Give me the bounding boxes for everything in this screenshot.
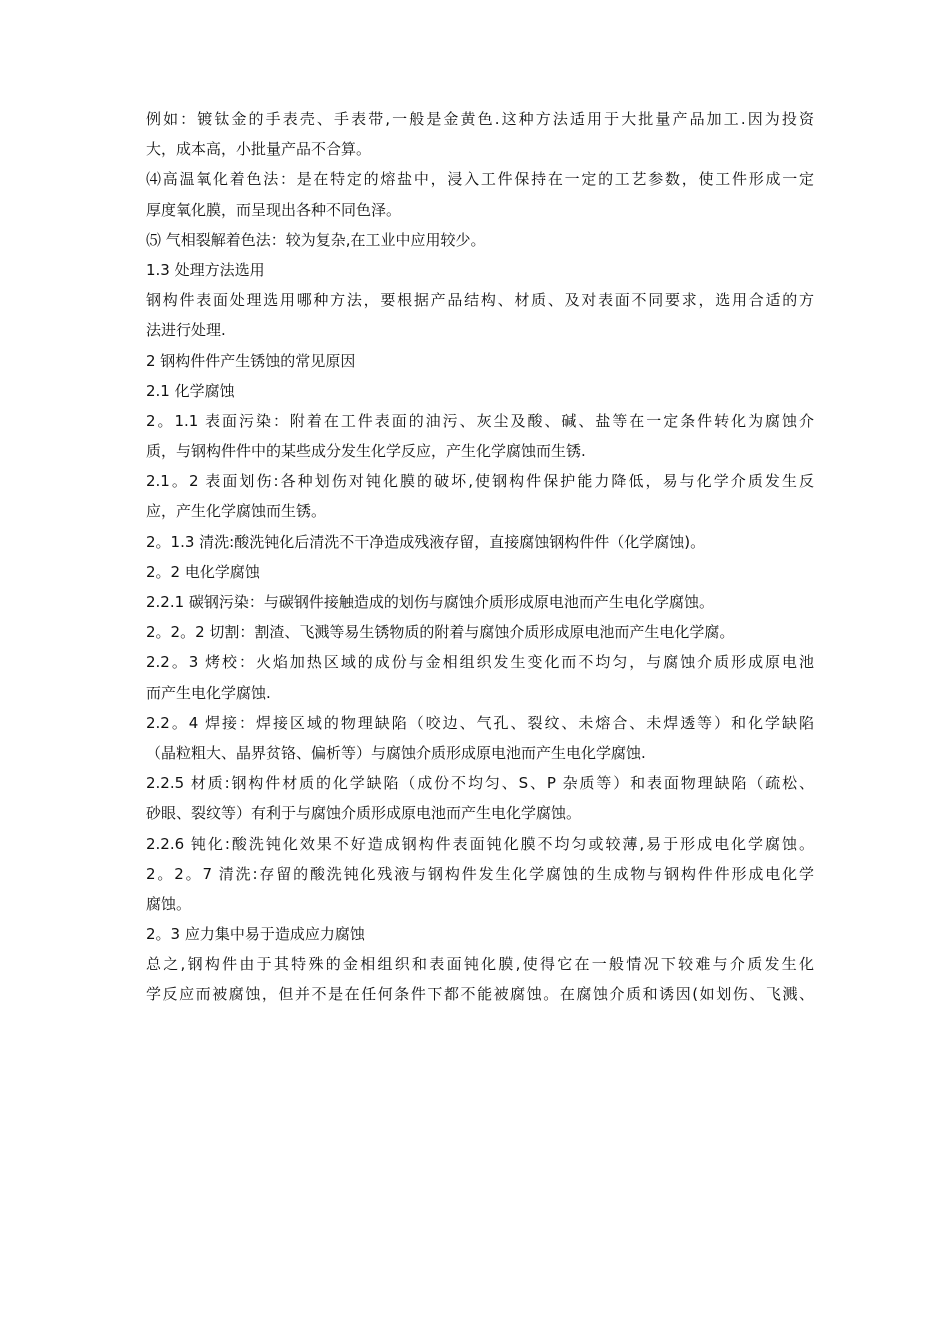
text-line: 腐蚀。 <box>146 894 192 913</box>
text-line: 例如：镀钛金的手表壳、手表带,一般是金黄色.这种方法适用于大批量产品加工.因为投资 <box>146 110 814 128</box>
text-line: 2.2.6 钝化:酸洗钝化效果不好造成钢构件表面钝化膜不均匀或较薄,易于形成电化学腐蚀。 <box>146 834 814 853</box>
section-heading: 1.3 处理方法选用 <box>146 260 265 279</box>
text-line: 质，与钢构件件中的某些成分发生化学反应，产生化学腐蚀而生锈. <box>146 442 586 461</box>
text-line: 2.2。3 烤校：火焰加热区域的成份与金相组织发生变化而不均匀，与腐蚀介质形成原电池 <box>146 653 814 672</box>
text-line: 2。1.1 表面污染：附着在工件表面的油污、灰尘及酸、碱、盐等在一定条件转化为腐蚀介 <box>146 411 814 430</box>
section-heading: 2 钢构件件产生锈蚀的常见原因 <box>146 351 356 370</box>
text-line: 应，产生化学腐蚀而生锈。 <box>146 502 327 521</box>
text-line: 2.2.1 碳钢污染：与碳钢件接触造成的划伤与腐蚀介质形成原电池而产生电化学腐蚀。 <box>146 593 714 611</box>
text-line: 而产生电化学腐蚀. <box>146 683 271 702</box>
section-heading: 2.1 化学腐蚀 <box>146 381 235 400</box>
text-line: 厚度氧化膜，而呈现出各种不同色泽。 <box>146 200 402 219</box>
text-line: 2.2.5 材质:钢构件材质的化学缺陷（成份不均匀、S、P 杂质等）和表面物理缺陷（疏松、 <box>146 774 814 793</box>
text-line: 钢构件表面处理选用哪种方法，要根据产品结构、材质、及对表面不同要求，选用合适的方 <box>146 291 814 310</box>
text-line: 2.2。4 焊接：焊接区域的物理缺陷（咬边、气孔、裂纹、未熔合、未焊透等）和化学缺陷 <box>146 713 814 732</box>
text-line: ⑷高温氧化着色法：是在特定的熔盐中，浸入工件保持在一定的工艺参数，使工件形成一定 <box>146 170 814 189</box>
text-line: 总之,钢构件由于其特殊的金相组织和表面钝化膜,使得它在一般情况下较难与介质发生化 <box>146 955 814 974</box>
text-line: 2。2。2 切割：割渣、飞溅等易生锈物质的附着与腐蚀介质形成原电池而产生电化学腐。 <box>146 623 735 642</box>
text-line: 学反应而被腐蚀，但并不是在任何条件下都不能被腐蚀。在腐蚀介质和诱因(如划伤、飞溅、 <box>146 985 814 1004</box>
text-line: 法进行处理. <box>146 321 226 340</box>
text-line: 2.1。2 表面划伤:各种划伤对钝化膜的破坏,使钢构件保护能力降低，易与化学介质发生反 <box>146 472 814 491</box>
section-heading: 2。2 电化学腐蚀 <box>146 562 260 581</box>
section-heading: 2。3 应力集中易于造成应力腐蚀 <box>146 925 365 944</box>
text-line: （晶粒粗大、晶界贫铬、偏析等）与腐蚀介质形成原电池而产生电化学腐蚀. <box>146 743 646 762</box>
text-line: 大，成本高，小批量产品不合算。 <box>146 140 372 159</box>
text-line: ⑸ 气相裂解着色法：较为复杂,在工业中应用较少。 <box>146 230 486 249</box>
text-line: 砂眼、裂纹等）有利于与腐蚀介质形成原电池而产生电化学腐蚀。 <box>146 804 582 823</box>
text-line: 2。2。7 清洗:存留的酸洗钝化残液与钢构件发生化学腐蚀的生成物与钢构件件形成电化学 <box>146 864 814 883</box>
document-page <box>146 104 814 1010</box>
text-line: 2。1.3 清洗:酸洗钝化后清洗不干净造成残液存留，直接腐蚀钢构件件（化学腐蚀)。 <box>146 532 706 551</box>
